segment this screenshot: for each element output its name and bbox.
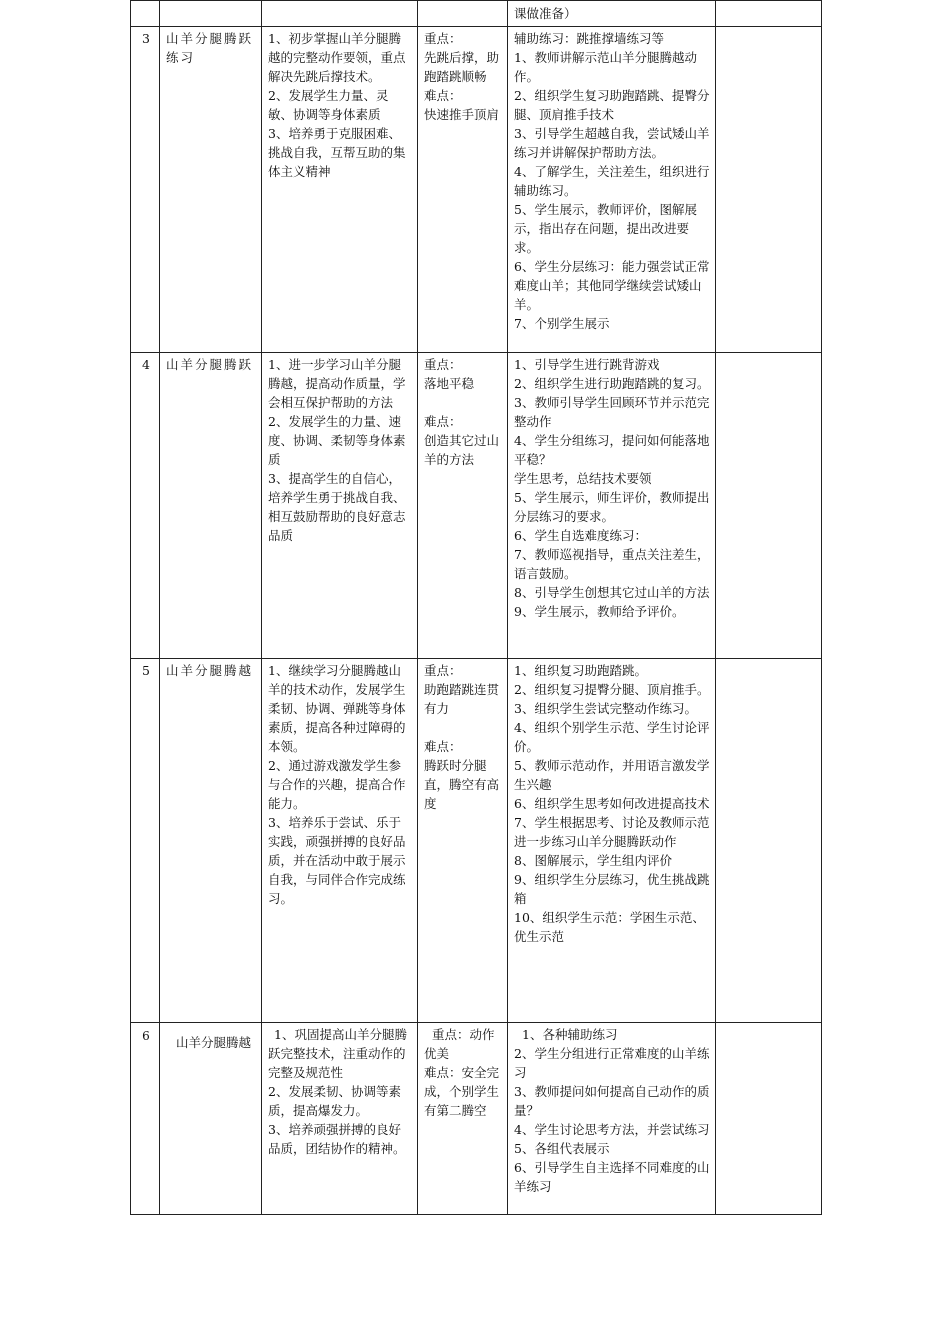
goal-item: 2、发展学生的力量、速度、协调、柔韧等身体素质 xyxy=(268,414,406,467)
lesson-number: 4 xyxy=(131,353,160,659)
goal-item: 3、培养顽强拼搏的良好品质，团结协作的精神。 xyxy=(268,1122,406,1156)
process-step: 9、组织学生分层练习，优生挑战跳箱 xyxy=(514,872,710,906)
table-row-lesson-4 xyxy=(131,353,822,659)
key-line xyxy=(424,1025,503,1063)
lesson-number: 6 xyxy=(131,1023,160,1215)
lesson-process-cell xyxy=(508,659,716,1023)
title-cell xyxy=(160,1,262,27)
num-cell xyxy=(131,1,160,27)
process-step: 4、学生讨论思考方法，并尝试练习 xyxy=(514,1122,710,1137)
process-step: 2、组织复习提臀分腿、顶肩推手。 xyxy=(514,682,710,697)
key-label: 重点： xyxy=(432,1027,470,1042)
key-point: 动作优美 xyxy=(424,1027,495,1061)
difficulty-label: 难点： xyxy=(424,414,462,429)
lesson-process-cell xyxy=(508,353,716,659)
lesson-number: 3 xyxy=(131,27,160,353)
difficulty-label: 难点： xyxy=(424,739,462,754)
process-step: 5、学生展示，教师评价，图解展示，指出存在问题，提出改进要求。 xyxy=(514,202,697,255)
table-row-continuation xyxy=(131,1,822,27)
notes-cell xyxy=(716,27,822,353)
process-step: 4、组织个别学生示范、学生讨论评价。 xyxy=(514,720,710,754)
process-step: 7、教师巡视指导，重点关注差生，语言鼓励。 xyxy=(514,547,710,581)
difficulty-point: 安全完成，个别学生有第二腾空 xyxy=(424,1065,500,1118)
goal-item: 1、巩固提高山羊分腿腾跃完整技术，注重动作的完整及规范性 xyxy=(268,1027,407,1080)
process-step: 辅助练习：跳推撑墙练习等 xyxy=(514,31,665,46)
process-step: 6、引导学生自主选择不同难度的山羊练习 xyxy=(514,1160,710,1194)
process-step: 8、图解展示，学生组内评价 xyxy=(514,853,672,868)
table-row-lesson-3 xyxy=(131,27,822,353)
process-step: 9、学生展示，教师给予评价。 xyxy=(514,604,685,619)
key-point: 落地平稳 xyxy=(424,376,475,391)
difficulty-label: 难点： xyxy=(424,88,462,103)
lesson-process-cell xyxy=(508,27,716,353)
goal-item: 1、进一步学习山羊分腿腾越，提高动作质量，学会相互保护帮助的方法 xyxy=(268,357,406,410)
lesson-title: 山羊分腿腾跃练习 xyxy=(166,31,254,65)
goal-item: 1、继续学习分腿腾越山羊的技术动作，发展学生柔韧、协调、弹跳等身体素质，提高各种过障碍的本领。 xyxy=(268,663,406,754)
difficulty-point: 腾跃时分腿直，腾空有高度 xyxy=(424,758,500,811)
process-step: 3、引导学生超越自我，尝试矮山羊练习并讲解保护帮助方法。 xyxy=(514,126,710,160)
process-step: 2、组织学生进行助跑踏跳的复习。 xyxy=(514,376,710,391)
process-step: 3、教师提问如何提高自己动作的质量？ xyxy=(514,1084,710,1118)
key-label: 重点： xyxy=(424,663,462,678)
key-cell xyxy=(418,1,508,27)
goal-item: 2、发展柔韧、协调等素质，提高爆发力。 xyxy=(268,1084,401,1118)
lesson-title-cell xyxy=(160,353,262,659)
lesson-goals-cell xyxy=(262,1023,418,1215)
process-step: 6、组织学生思考如何改进提高技术 xyxy=(514,796,710,811)
process-step: 8、引导学生创想其它过山羊的方法 xyxy=(514,585,710,600)
notes-cell xyxy=(716,659,822,1023)
lesson-process-cell xyxy=(508,1023,716,1215)
process-step: 6、学生自选难度练习： xyxy=(514,528,647,543)
process-step: 5、学生展示，师生评价，教师提出分层练习的要求。 xyxy=(514,490,710,524)
lesson-title-cell xyxy=(160,1023,262,1215)
lesson-title: 山羊分腿腾跃 xyxy=(166,357,254,372)
key-difficulty-cell xyxy=(418,659,508,1023)
process-step: 7、学生根据思考、讨论及教师示范进一步练习山羊分腿腾跃动作 xyxy=(514,815,710,849)
process-step: 7、个别学生展示 xyxy=(514,316,610,331)
difficulty-point: 创造其它过山羊的方法 xyxy=(424,433,500,467)
key-difficulty-cell xyxy=(418,27,508,353)
goal-item: 2、通过游戏激发学生参与合作的兴趣，提高合作能力。 xyxy=(268,758,406,811)
process-step: 5、各组代表展示 xyxy=(514,1141,610,1156)
process-step: 5、教师示范动作，并用语言激发学生兴趣 xyxy=(514,758,710,792)
process-step: 1、引导学生进行跳背游戏 xyxy=(514,357,660,372)
goal-item: 1、初步掌握山羊分腿腾越的完整动作要领，重点解决先跳后撑技术。 xyxy=(268,31,406,84)
lesson-goals-cell xyxy=(262,27,418,353)
table-row-lesson-6 xyxy=(131,1023,822,1215)
difficulty-label: 难点： xyxy=(424,1065,462,1080)
key-difficulty-cell xyxy=(418,353,508,659)
goal-item: 3、提高学生的自信心，培养学生勇于挑战自我、相互鼓励帮助的良好意志品质 xyxy=(268,471,406,543)
process-step: 4、学生分组练习，提问如何能落地平稳？ xyxy=(514,433,710,467)
difficulty-line xyxy=(424,1063,503,1120)
process-step: 6、学生分层练习：能力强尝试正常难度山羊；其他同学继续尝试矮山羊。 xyxy=(514,259,710,312)
key-point: 助跑踏跳连贯有力 xyxy=(424,682,500,716)
goals-cell xyxy=(262,1,418,27)
process-cell xyxy=(508,1,716,27)
process-step: 3、组织学生尝试完整动作练习。 xyxy=(514,701,697,716)
process-step: 4、了解学生，关注差生，组织进行辅助练习。 xyxy=(514,164,710,198)
process-text: 课做准备） xyxy=(514,6,577,21)
key-label: 重点： xyxy=(424,31,462,46)
lesson-title: 山羊分腿腾越 xyxy=(166,663,254,678)
notes-cell xyxy=(716,353,822,659)
process-step: 2、组织学生复习助跑踏跳、提臀分腿、顶肩推手技术 xyxy=(514,88,710,122)
lesson-goals-cell xyxy=(262,353,418,659)
lesson-number: 5 xyxy=(131,659,160,1023)
process-step: 3、教师引导学生回顾环节并示范完整动作 xyxy=(514,395,710,429)
table-row-lesson-5 xyxy=(131,659,822,1023)
lesson-plan-table xyxy=(130,0,822,1215)
process-step: 10、组织学生示范：学困生示范、优生示范 xyxy=(514,910,705,944)
process-step: 1、各种辅助练习 xyxy=(522,1027,618,1042)
goal-item: 3、培养勇于克服困难、挑战自我，互帮互助的集体主义精神 xyxy=(268,126,406,179)
difficulty-point: 快速推手顶肩 xyxy=(424,107,500,122)
key-difficulty-cell xyxy=(418,1023,508,1215)
process-step: 2、学生分组进行正常难度的山羊练习 xyxy=(514,1046,710,1080)
goal-item: 3、培养乐于尝试、乐于实践，顽强拼搏的良好品质，并在活动中敢于展示自我，与同伴合作完成练习。 xyxy=(268,815,406,906)
notes-cell xyxy=(716,1,822,27)
notes-cell xyxy=(716,1023,822,1215)
lesson-title: 山羊分腿腾越 xyxy=(176,1035,252,1050)
process-step: 1、教师讲解示范山羊分腿腾越动作。 xyxy=(514,50,697,84)
lesson-title-cell xyxy=(160,27,262,353)
lesson-goals-cell xyxy=(262,659,418,1023)
process-step: 1、组织复习助跑踏跳。 xyxy=(514,663,647,678)
lesson-title-cell xyxy=(160,659,262,1023)
key-label: 重点： xyxy=(424,357,462,372)
goal-item: 2、发展学生力量、灵敏、协调等身体素质 xyxy=(268,88,389,122)
key-point: 先跳后撑，助跑踏跳顺畅 xyxy=(424,50,500,84)
process-step: 学生思考，总结技术要领 xyxy=(514,471,652,486)
